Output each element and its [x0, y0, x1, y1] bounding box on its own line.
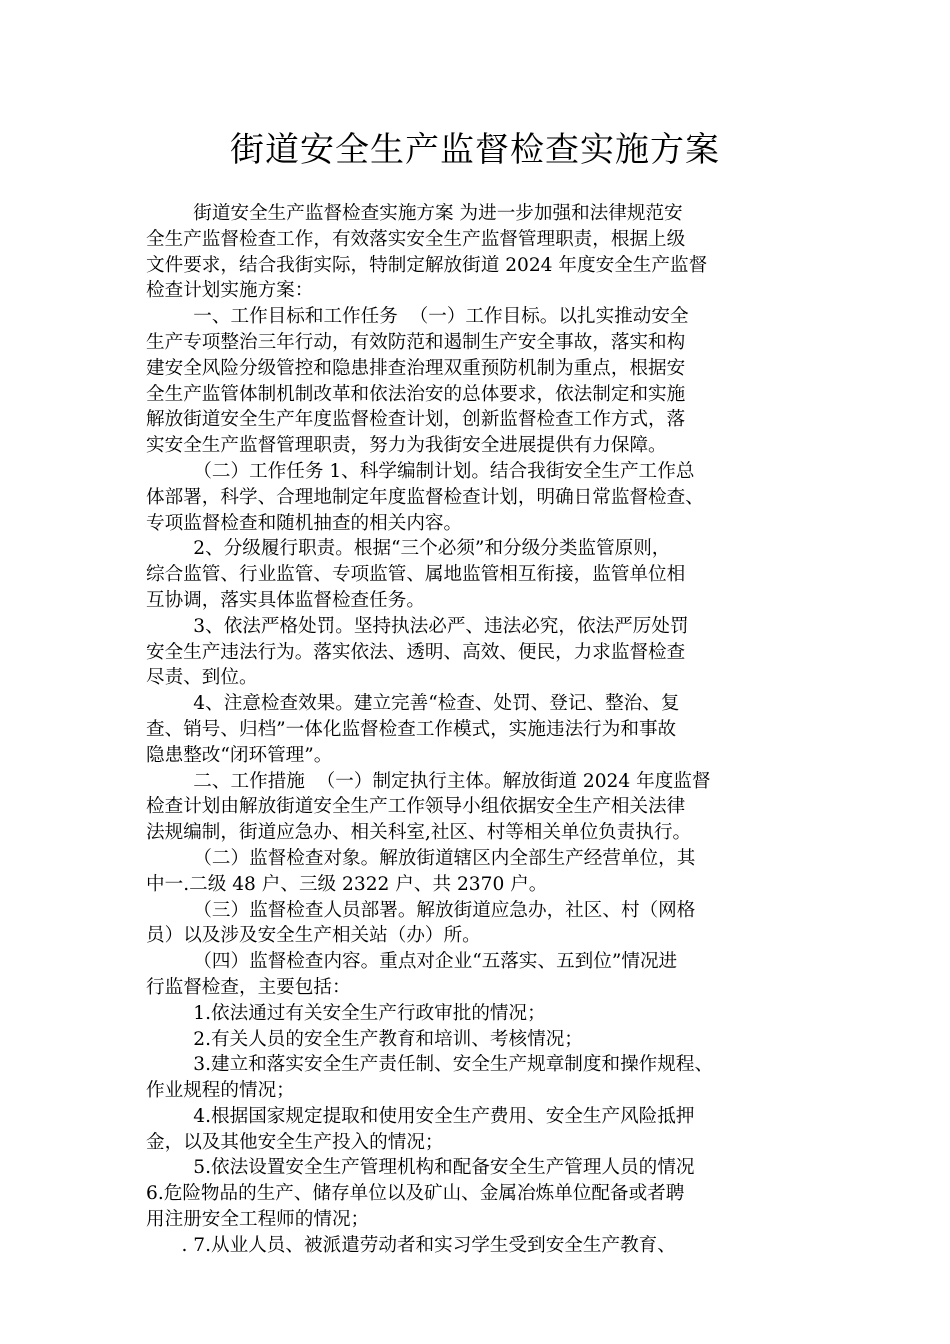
body-line: 生产专项整治三年行动，有效防范和遏制生产安全事故，落实和构: [146, 331, 686, 353]
body-line: 2、分级履行职责。根据“三个必须”和分级分类监管原则，: [146, 538, 671, 560]
body-line: 作业规程的情况；: [146, 1080, 295, 1102]
body-line: 用注册安全工程师的情况；: [146, 1209, 370, 1231]
body-line: 专项监督检查和随机抽查的相关内容。: [146, 512, 463, 534]
body-line: 3.建立和落实安全生产责任制、安全生产规章制度和操作规程、: [146, 1054, 714, 1076]
body-line: 金，以及其他安全生产投入的情况；: [146, 1131, 444, 1153]
body-line: 尽责、到位。: [146, 667, 258, 689]
body-line: 2.有关人员的安全生产教育和培训、考核情况；: [146, 1028, 583, 1050]
body-line: 3、依法严格处罚。坚持执法必严、违法必究，依法严厉处罚: [146, 615, 689, 637]
body-line: 员）以及涉及安全生产相关站（办）所。: [146, 925, 481, 947]
body-line: （三）监督检查人员部署。解放街道应急办，社区、村（网格: [146, 899, 696, 921]
body-line: 6.危险物品的生产、储存单位以及矿山、金属冶炼单位配备或者聘: [146, 1183, 685, 1205]
body-line: （二）监督检查对象。解放街道辖区内全部生产经营单位，其: [146, 847, 696, 869]
document-body: [146, 201, 811, 1259]
body-line: 建安全风险分级管控和隐患排查治理双重预防机制为重点，根据安: [146, 357, 686, 379]
body-line: 综合监管、行业监管、专项监管、属地监管相互衔接，监管单位相: [146, 564, 686, 586]
body-line: 互协调，落实具体监督检查任务。: [146, 589, 425, 611]
body-line: . 7.从业人员、被派遣劳动者和实习学生受到安全生产教育、: [146, 1234, 676, 1256]
body-line: 文件要求，结合我街实际，特制定解放街道 2024 年度安全生产监督: [146, 254, 708, 276]
body-line: 行监督检查，主要包括：: [146, 976, 351, 998]
body-line: 查、销号、归档”一体化监督检查工作模式，实施违法行为和事故: [146, 718, 677, 740]
body-line: 检查计划实施方案：: [146, 280, 314, 302]
body-line: （四）监督检查内容。重点对企业“五落实、五到位”情况进: [146, 951, 678, 973]
body-line: 全生产监督检查工作，有效落实安全生产监督管理职责，根据上级: [146, 228, 686, 250]
body-line: 5.依法设置安全生产管理机构和配备安全生产管理人员的情况: [146, 1157, 695, 1179]
body-line: 4.根据国家规定提取和使用安全生产费用、安全生产风险抵押: [146, 1105, 695, 1127]
body-line: 法规编制，街道应急办、相关科室,社区、村等相关单位负责执行。: [146, 822, 692, 844]
body-line: （二）工作任务 1、科学编制计划。结合我街安全生产工作总: [146, 460, 695, 482]
body-line: 安全生产违法行为。落实依法、透明、高效、便民，力求监督检查: [146, 641, 686, 663]
body-line: 解放街道安全生产年度监督检查计划，创新监督检查工作方式，落: [146, 409, 686, 431]
body-line: 全生产监管体制机制改革和依法治安的总体要求，依法制定和实施: [146, 383, 686, 405]
body-line: 一、工作目标和工作任务 （一）工作目标。以扎实推动安全: [146, 306, 689, 328]
body-line: 1.依法通过有关安全生产行政审批的情况；: [146, 1002, 546, 1024]
body-line: 实安全生产监督管理职责，努力为我街安全进展提供有力保障。: [146, 435, 667, 457]
body-line: 隐患整改“闭环管理”。: [146, 744, 333, 766]
document-title: 街道安全生产监督检查实施方案: [230, 130, 720, 170]
body-line: 4、注意检查效果。建立完善“检查、处罚、登记、整治、复: [146, 693, 680, 715]
body-line: 检查计划由解放街道安全生产工作领导小组依据安全生产相关法律: [146, 796, 686, 818]
body-line: 街道安全生产监督检查实施方案 为进一步加强和法律规范安: [146, 203, 683, 224]
body-line: 中一.二级 48 户、三级 2322 户、共 2370 户。: [146, 873, 548, 895]
body-line: 二、工作措施 （一）制定执行主体。解放街道 2024 年度监督: [146, 770, 711, 792]
body-line: 体部署，科学、合理地制定年度监督检查计划，明确日常监督检查、: [146, 486, 704, 508]
